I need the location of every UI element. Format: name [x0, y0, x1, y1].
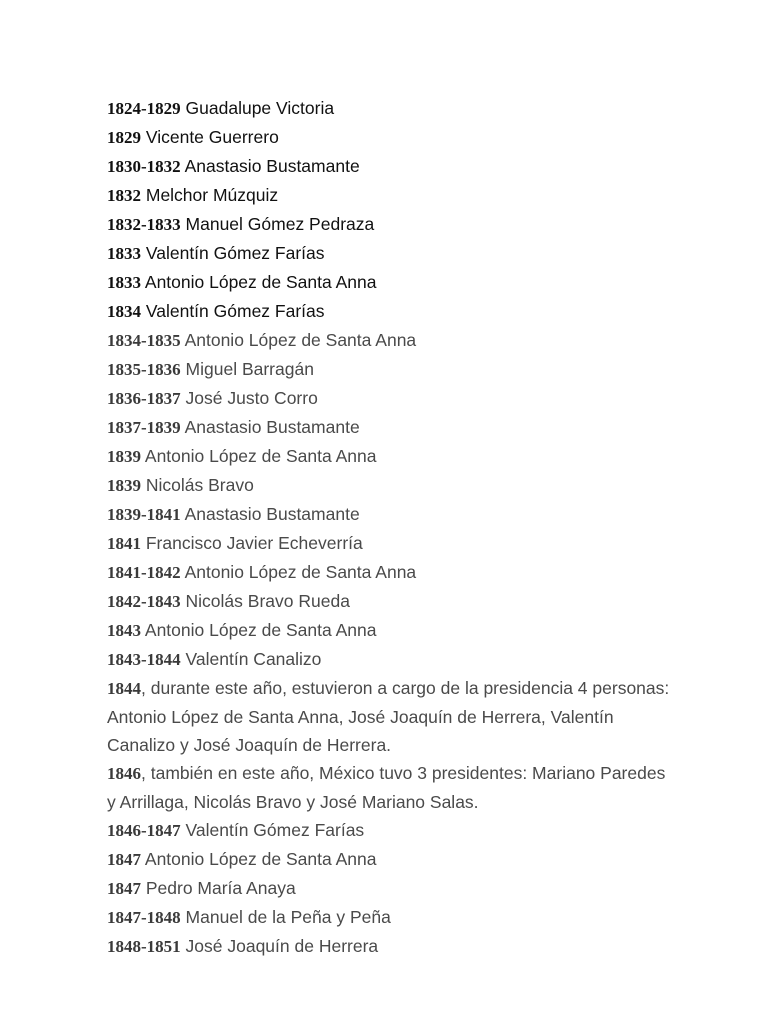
- entry-text: Antonio López de Santa Anna: [141, 446, 377, 466]
- list-item: [107, 268, 677, 297]
- entry-text: Antonio López de Santa Anna: [180, 330, 417, 350]
- entry-year: 1833: [107, 273, 141, 292]
- entry-year: 1824-1829: [107, 99, 181, 118]
- presidents-list: [107, 94, 677, 961]
- list-item: [107, 759, 677, 816]
- entry-year: 1847: [107, 850, 141, 869]
- list-item: [107, 239, 677, 268]
- list-item: [107, 816, 677, 845]
- list-item: [107, 903, 677, 932]
- list-item: [107, 529, 677, 558]
- entry-year: 1830-1832: [107, 157, 181, 176]
- entry-text: Manuel de la Peña y Peña: [180, 907, 391, 927]
- list-item: [107, 442, 677, 471]
- list-item: [107, 355, 677, 384]
- entry-year: 1834: [107, 302, 141, 321]
- entry-text: Valentín Gómez Farías: [141, 301, 325, 321]
- entry-year: 1846-1847: [107, 821, 181, 840]
- entry-text: Vicente Guerrero: [141, 127, 279, 147]
- list-item: [107, 471, 677, 500]
- list-item: [107, 181, 677, 210]
- entry-text: Antonio López de Santa Anna: [180, 562, 417, 582]
- entry-text: Melchor Múzquiz: [141, 185, 279, 205]
- entry-text: Francisco Javier Echeverría: [141, 533, 363, 553]
- list-item: [107, 645, 677, 674]
- list-item: [107, 558, 677, 587]
- entry-text: José Justo Corro: [180, 388, 318, 408]
- entry-text: Anastasio Bustamante: [180, 156, 360, 176]
- list-item: [107, 123, 677, 152]
- entry-text: Nicolás Bravo: [141, 475, 254, 495]
- list-item: [107, 210, 677, 239]
- list-item: [107, 845, 677, 874]
- entry-text: Valentín Canalizo: [180, 649, 322, 669]
- entry-year: 1835-1836: [107, 360, 181, 379]
- list-item: [107, 94, 677, 123]
- entry-text: Anastasio Bustamante: [180, 504, 360, 524]
- entry-year: 1832-1833: [107, 215, 181, 234]
- entry-year: 1847: [107, 879, 141, 898]
- entry-year: 1839: [107, 476, 141, 495]
- list-item: [107, 384, 677, 413]
- entry-text: Manuel Gómez Pedraza: [180, 214, 375, 234]
- list-item: [107, 587, 677, 616]
- entry-text: , también en este año, México tuvo 3 presidentes: Mariano Paredes y Arrillaga, Nicolás Bravo y José Mariano Salas.: [107, 763, 666, 812]
- list-item: [107, 874, 677, 903]
- entry-text: Pedro María Anaya: [141, 878, 296, 898]
- entry-year: 1839-1841: [107, 505, 181, 524]
- entry-text: Antonio López de Santa Anna: [141, 620, 377, 640]
- entry-text: Guadalupe Victoria: [180, 98, 335, 118]
- entry-year: 1834-1835: [107, 331, 181, 350]
- entry-year: 1843-1844: [107, 650, 181, 669]
- entry-year: 1839: [107, 447, 141, 466]
- entry-year: 1842-1843: [107, 592, 181, 611]
- entry-text: Antonio López de Santa Anna: [141, 849, 377, 869]
- entry-year: 1841: [107, 534, 141, 553]
- entry-year: 1836-1837: [107, 389, 181, 408]
- entry-year: 1844: [107, 679, 141, 698]
- entry-text: Miguel Barragán: [180, 359, 314, 379]
- entry-year: 1843: [107, 621, 141, 640]
- entry-year: 1848-1851: [107, 937, 181, 956]
- entry-year: 1833: [107, 244, 141, 263]
- entry-year: 1837-1839: [107, 418, 181, 437]
- entry-year: 1846: [107, 764, 141, 783]
- list-item: [107, 616, 677, 645]
- entry-text: , durante este año, estuvieron a cargo de la presidencia 4 personas: Antonio López de Santa Anna, José Joaquín de Herrera, Valentín Canalizo y José Joaquín de Herrera.: [107, 678, 670, 755]
- entry-text: Antonio López de Santa Anna: [141, 272, 377, 292]
- list-item: [107, 674, 677, 759]
- entry-text: José Joaquín de Herrera: [180, 936, 379, 956]
- list-item: [107, 297, 677, 326]
- entry-text: Valentín Gómez Farías: [141, 243, 325, 263]
- list-item: [107, 932, 677, 961]
- entry-year: 1841-1842: [107, 563, 181, 582]
- entry-text: Anastasio Bustamante: [180, 417, 360, 437]
- list-item: [107, 152, 677, 181]
- entry-year: 1832: [107, 186, 141, 205]
- list-item: [107, 326, 677, 355]
- list-item: [107, 500, 677, 529]
- entry-year: 1829: [107, 128, 141, 147]
- entry-year: 1847-1848: [107, 908, 181, 927]
- entry-text: Nicolás Bravo Rueda: [180, 591, 350, 611]
- list-item: [107, 413, 677, 442]
- entry-text: Valentín Gómez Farías: [180, 820, 365, 840]
